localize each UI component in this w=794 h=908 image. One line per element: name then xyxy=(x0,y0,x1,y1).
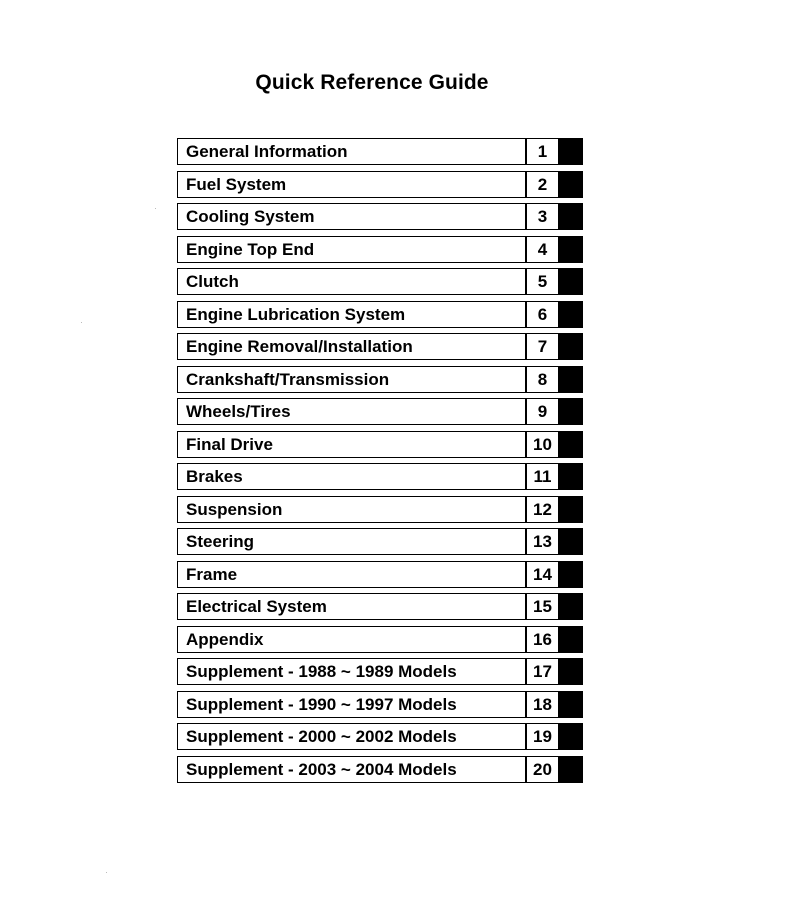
toc-row[interactable] xyxy=(177,268,585,295)
toc-row[interactable] xyxy=(177,171,585,198)
toc-thumb-tab xyxy=(559,171,583,198)
toc-title-box[interactable] xyxy=(177,528,526,555)
toc-section-number[interactable]: 3 xyxy=(537,207,548,226)
toc-section-number[interactable]: 18 xyxy=(533,694,552,714)
toc-row[interactable] xyxy=(177,333,585,360)
toc-thumb-tab xyxy=(559,398,583,425)
toc-row[interactable] xyxy=(177,366,585,393)
toc-title-box[interactable] xyxy=(177,691,526,718)
toc-row[interactable] xyxy=(177,626,585,653)
toc-thumb-tab xyxy=(559,463,583,490)
toc-thumb-tab xyxy=(559,301,583,328)
toc-title-box[interactable] xyxy=(177,496,526,523)
toc-section-number[interactable]: 15 xyxy=(533,597,552,616)
toc-number-box[interactable] xyxy=(526,203,559,230)
toc-title-box[interactable] xyxy=(177,431,526,458)
toc-thumb-tab xyxy=(559,333,583,360)
toc-row[interactable] xyxy=(177,528,585,555)
toc-number-box[interactable] xyxy=(526,431,559,458)
toc-title-box[interactable] xyxy=(177,333,526,360)
toc-section-title[interactable]: General Information xyxy=(186,142,348,161)
toc-section-number[interactable]: 9 xyxy=(537,402,548,421)
toc-row[interactable] xyxy=(177,593,585,620)
toc-number-box[interactable] xyxy=(526,236,559,263)
toc-row[interactable] xyxy=(177,138,585,165)
toc-section-title[interactable]: Frame xyxy=(186,564,238,584)
toc-title-box[interactable] xyxy=(177,463,526,490)
toc-number-box[interactable] xyxy=(526,626,559,653)
toc-section-number[interactable]: 12 xyxy=(533,499,552,519)
toc-title-box[interactable] xyxy=(177,561,526,588)
toc-thumb-tab xyxy=(559,138,583,165)
toc-section-number[interactable]: 14 xyxy=(533,564,552,584)
toc-section-number[interactable]: 20 xyxy=(533,759,552,779)
toc-title-box[interactable] xyxy=(177,366,526,393)
toc-thumb-tab xyxy=(559,593,583,620)
toc-title-box[interactable] xyxy=(177,301,526,328)
toc-thumb-tab xyxy=(559,496,583,523)
toc-number-box[interactable] xyxy=(526,463,559,490)
toc-section-title[interactable]: Supplement - 2000 ~ 2002 Models xyxy=(186,727,457,746)
toc-title-box[interactable] xyxy=(177,268,526,295)
toc-section-title[interactable]: Final Drive xyxy=(186,434,273,454)
toc-thumb-tab xyxy=(559,756,583,783)
toc-title-box[interactable] xyxy=(177,203,526,230)
toc-section-title[interactable]: Crankshaft/Transmission xyxy=(186,369,390,389)
toc-section-title[interactable]: Cooling System xyxy=(186,207,315,226)
toc-row[interactable] xyxy=(177,496,585,523)
toc-number-box[interactable] xyxy=(526,138,559,165)
toc-section-title[interactable]: Supplement - 1988 ~ 1989 Models xyxy=(186,662,457,681)
toc-section-title[interactable]: Supplement - 1990 ~ 1997 Models xyxy=(186,694,457,714)
toc-number-box[interactable] xyxy=(526,561,559,588)
scan-speck xyxy=(106,872,107,873)
toc-section-number[interactable]: 16 xyxy=(533,629,552,649)
toc-number-box[interactable] xyxy=(526,723,559,750)
toc-number-box[interactable] xyxy=(526,366,559,393)
toc-section-number[interactable]: 7 xyxy=(537,337,548,356)
scan-speck xyxy=(81,322,82,323)
toc-number-box[interactable] xyxy=(526,593,559,620)
toc-title-box[interactable] xyxy=(177,626,526,653)
toc-thumb-tab xyxy=(559,431,583,458)
toc-list xyxy=(177,138,585,788)
toc-thumb-tab xyxy=(559,658,583,685)
toc-row[interactable] xyxy=(177,203,585,230)
toc-row[interactable] xyxy=(177,398,585,425)
toc-row[interactable] xyxy=(177,301,585,328)
toc-row[interactable] xyxy=(177,561,585,588)
toc-row[interactable] xyxy=(177,756,585,783)
toc-section-title[interactable]: Wheels/Tires xyxy=(186,402,291,421)
toc-section-title[interactable]: Fuel System xyxy=(186,174,287,194)
toc-section-number[interactable]: 5 xyxy=(537,272,548,291)
toc-row[interactable] xyxy=(177,658,585,685)
toc-number-box[interactable] xyxy=(526,691,559,718)
toc-thumb-tab xyxy=(559,236,583,263)
toc-title-box[interactable] xyxy=(177,171,526,198)
toc-section-number[interactable]: 4 xyxy=(537,239,548,259)
toc-thumb-tab xyxy=(559,691,583,718)
toc-title-box[interactable] xyxy=(177,138,526,165)
toc-number-box[interactable] xyxy=(526,301,559,328)
scan-speck xyxy=(155,208,156,209)
toc-row[interactable] xyxy=(177,691,585,718)
toc-number-box[interactable] xyxy=(526,528,559,555)
toc-thumb-tab xyxy=(559,723,583,750)
toc-section-number[interactable]: 19 xyxy=(533,727,552,746)
toc-section-title[interactable]: Engine Top End xyxy=(186,239,315,259)
toc-section-title[interactable]: Electrical System xyxy=(186,597,327,616)
toc-section-number[interactable]: 6 xyxy=(537,304,548,324)
toc-thumb-tab xyxy=(559,366,583,393)
toc-section-title[interactable]: Clutch xyxy=(186,272,239,291)
toc-title-box[interactable] xyxy=(177,236,526,263)
toc-title-box[interactable] xyxy=(177,756,526,783)
toc-number-box[interactable] xyxy=(526,268,559,295)
toc-section-number[interactable]: 1 xyxy=(537,142,548,161)
toc-section-number[interactable]: 13 xyxy=(533,532,552,551)
toc-title-box[interactable] xyxy=(177,593,526,620)
toc-number-box[interactable] xyxy=(526,333,559,360)
toc-row[interactable] xyxy=(177,723,585,750)
toc-section-number[interactable]: 8 xyxy=(537,369,548,389)
toc-row[interactable] xyxy=(177,463,585,490)
toc-section-number[interactable]: 11 xyxy=(533,467,552,486)
toc-thumb-tab xyxy=(559,528,583,555)
toc-number-box[interactable] xyxy=(526,398,559,425)
toc-number-box[interactable] xyxy=(526,496,559,523)
toc-section-title[interactable]: Supplement - 2003 ~ 2004 Models xyxy=(186,759,457,779)
page-title: Quick Reference Guide xyxy=(255,71,489,94)
toc-number-box[interactable] xyxy=(526,658,559,685)
toc-section-title[interactable]: Brakes xyxy=(186,467,243,486)
toc-section-title[interactable]: Engine Lubrication System xyxy=(186,304,406,324)
toc-title-box[interactable] xyxy=(177,658,526,685)
toc-section-title[interactable]: Engine Removal/Installation xyxy=(186,337,413,356)
toc-thumb-tab xyxy=(559,203,583,230)
toc-section-number[interactable]: 17 xyxy=(533,662,552,681)
toc-thumb-tab xyxy=(559,561,583,588)
toc-thumb-tab xyxy=(559,626,583,653)
toc-section-title[interactable]: Steering xyxy=(186,532,255,551)
toc-row[interactable] xyxy=(177,236,585,263)
toc-row[interactable] xyxy=(177,431,585,458)
toc-section-number[interactable]: 2 xyxy=(537,174,548,194)
toc-title-box[interactable] xyxy=(177,723,526,750)
toc-number-box[interactable] xyxy=(526,756,559,783)
toc-section-title[interactable]: Appendix xyxy=(186,629,264,649)
toc-number-box[interactable] xyxy=(526,171,559,198)
toc-thumb-tab xyxy=(559,268,583,295)
toc-section-number[interactable]: 10 xyxy=(533,434,552,454)
toc-section-title[interactable]: Suspension xyxy=(186,499,283,519)
toc-title-box[interactable] xyxy=(177,398,526,425)
